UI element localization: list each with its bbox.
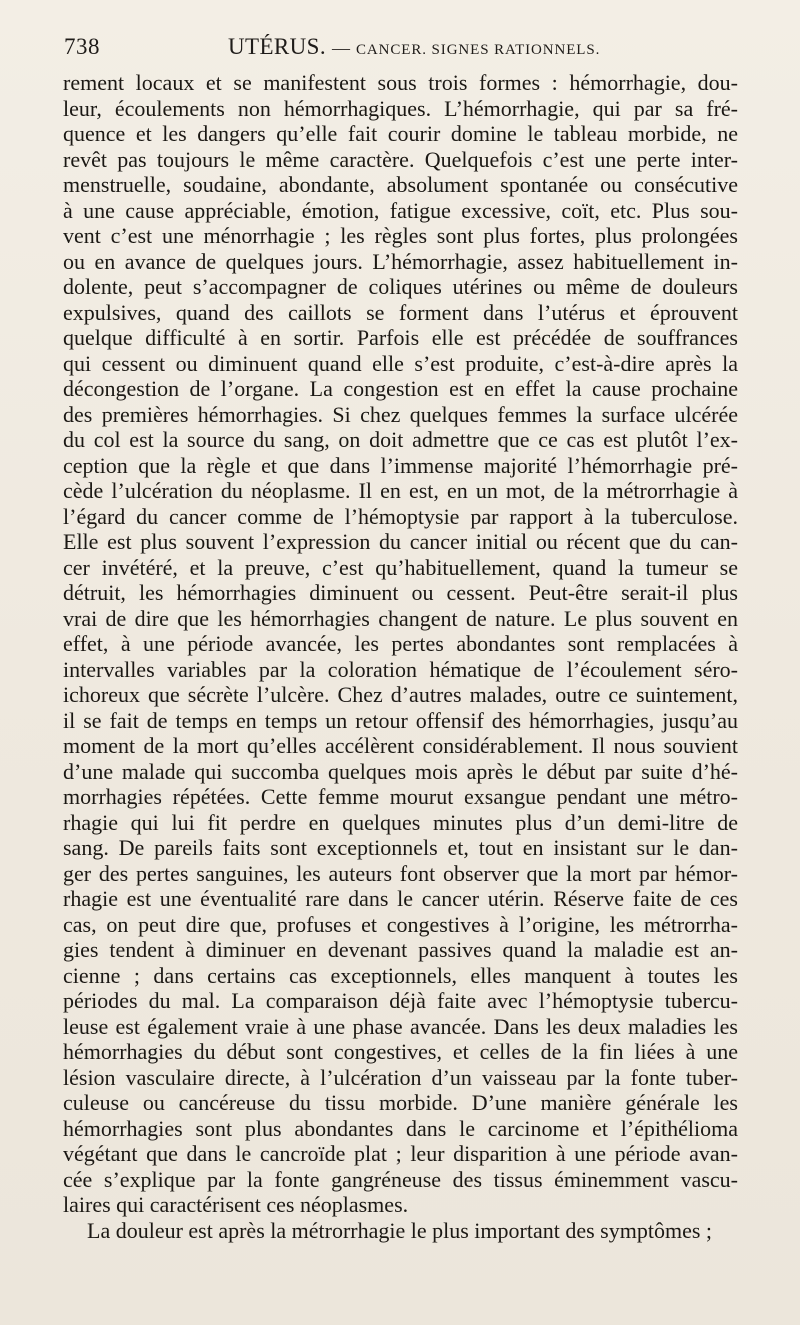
text-line: cienne ; dans certains cas exceptionnels, elles manquent à toutes les — [63, 962, 738, 988]
text-line: à une cause appréciable, émotion, fatigue excessive, coït, etc. Plus sou- — [63, 197, 738, 223]
page-number: 738 — [64, 34, 100, 59]
text-line: rhagie qui lui fit perdre en quelques minutes plus d’un demi-litre de — [63, 809, 738, 835]
text-line: intervalles variables par la coloration hématique de l’écoulement séro- — [63, 656, 738, 682]
text-line: revêt pas toujours le même caractère. Quelquefois c’est une perte inter- — [63, 146, 738, 172]
running-header — [64, 34, 740, 66]
text-line: vent c’est une ménorrhagie ; les règles sont plus fortes, plus prolongées — [63, 223, 738, 248]
text-line: ou en avance de quelques jours. L’hémorrhagie, assez habituellement in- — [63, 248, 738, 274]
text-line: cède l’ulcération du néoplasme. Il en est, en un mot, de la métrorrhagie à — [63, 478, 738, 503]
text-line: vrai de dire que les hémorrhagies changent de nature. Le plus souvent en — [63, 605, 738, 631]
text-line: expulsives, quand des caillots se forment dans l’utérus et éprouvent — [63, 299, 738, 325]
text-line: quence et les dangers qu’elle fait courir domine le tableau morbide, ne — [63, 121, 738, 146]
text-line: des premières hémorrhagies. Si chez quelques femmes la surface ulcérée — [63, 401, 738, 427]
text-line: gies tendent à diminuer en devenant passives quand la maladie est an- — [63, 937, 738, 962]
running-head — [228, 34, 600, 60]
text-line: végétant que dans le cancroïde plat ; leur disparition à une période avan- — [63, 1141, 738, 1166]
text-line: rhagie est une éventualité rare dans le cancer utérin. Réserve faite de ces — [63, 886, 738, 911]
text-line: cée s’explique par la fonte gangréneuse des tissus éminemment vascu- — [63, 1166, 738, 1192]
section-subtitle: CANCER. SIGNES RATIONNELS. — [356, 42, 601, 58]
text-line: lésion vasculaire directe, à l’ulcération d’un vaisseau par la fonte tuber- — [63, 1064, 738, 1090]
text-line: ichoreux que sécrète l’ulcère. Chez d’autres malades, outre ce suintement, — [63, 682, 738, 707]
body-text — [63, 70, 738, 1243]
text-line: détruit, les hémorrhagies diminuent ou cessent. Peut-être serait-il plus — [63, 580, 738, 605]
text-line: rement locaux et se manifestent sous trois formes : hémorrhagie, dou- — [63, 70, 738, 95]
text-line: leur, écoulements non hémorrhagiques. L’hémorrhagie, qui par sa fré- — [63, 95, 738, 121]
text-line: périodes du mal. La comparaison déjà faite avec l’hémoptysie tubercu- — [63, 988, 738, 1013]
text-line: d’une malade qui succomba quelques mois après le début par suite d’hé- — [63, 758, 738, 784]
text-line: laires qui caractérisent ces néoplasmes. — [63, 1192, 409, 1217]
text-line: cas, on peut dire que, profuses et congestives à l’origine, les métrorrha- — [63, 911, 738, 937]
text-line: culeuse ou cancéreuse du tissu morbide. D’une manière générale les — [63, 1090, 738, 1115]
text-line: dolente, peut s’accompagner de coliques utérines ou même de douleurs — [63, 274, 738, 299]
text-line: qui cessent ou diminuent quand elle s’est produite, c’est-à-dire après la — [63, 350, 738, 376]
text-line: sang. De pareils faits sont exceptionnels et, tout en insistant sur le dan- — [63, 835, 738, 860]
text-line: leuse est également vraie à une phase avancée. Dans les deux maladies les — [63, 1013, 738, 1039]
text-line: ception que la règle et que dans l’immense majorité l’hémorrhagie pré- — [63, 452, 738, 478]
text-line: quelque difficulté à en sortir. Parfois elle est précédée de souffrances — [63, 325, 738, 350]
header-separator: — — [332, 38, 351, 58]
text-line: menstruelle, soudaine, abondante, absolument spontanée ou consécutive — [63, 172, 738, 197]
text-line: La douleur est après la métrorrhagie le plus important des symptômes ; — [87, 1217, 713, 1243]
text-line: effet, à une période avancée, les pertes abondantes sont remplacées à — [63, 631, 738, 656]
chapter-title: UTÉRUS. — [228, 34, 327, 59]
text-line: morrhagies répétées. Cette femme mourut exsangue pendant une métro- — [63, 784, 738, 809]
text-line: du col est la source du sang, on doit admettre que ce cas est plutôt l’ex- — [63, 427, 738, 452]
text-line: il se fait de temps en temps un retour offensif des hémorrhagies, jusqu’au — [63, 707, 738, 733]
text-line: hémorrhagies du début sont congestives, et celles de la fin liées à une — [63, 1039, 738, 1064]
text-line: Elle est plus souvent l’expression du cancer initial ou récent que du can- — [63, 529, 738, 554]
text-line: l’égard du cancer comme de l’hémoptysie par rapport à la tuberculose. — [63, 503, 738, 529]
text-line: hémorrhagies sont plus abondantes dans le carcinome et l’épithélioma — [63, 1115, 738, 1141]
text-line: décongestion de l’organe. La congestion est en effet la cause prochaine — [63, 376, 738, 401]
text-line: cer invétéré, et la preuve, c’est qu’habituellement, quand la tumeur se — [63, 554, 738, 580]
text-line: ger des pertes sanguines, les auteurs font observer que la mort par hémor- — [63, 860, 738, 886]
text-line: moment de la mort qu’elles accélèrent considérablement. Il nous souvient — [63, 733, 738, 758]
